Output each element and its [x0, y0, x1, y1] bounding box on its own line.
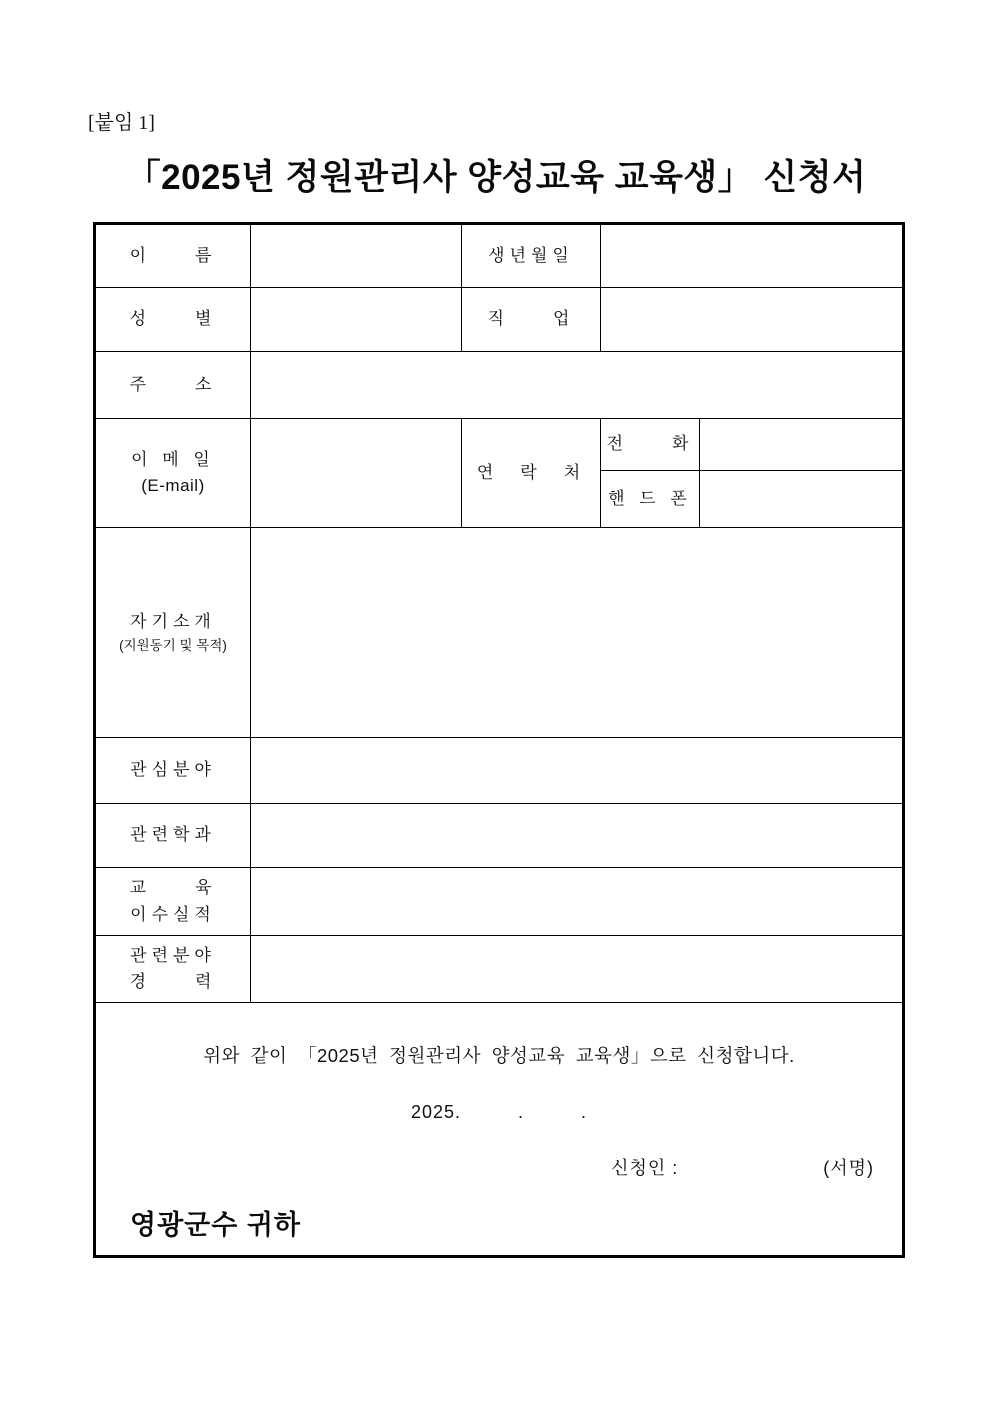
declaration-section [95, 1003, 904, 1257]
email-value-cell[interactable] [251, 419, 462, 528]
gender-label: 성 별 [95, 288, 251, 352]
attachment-label: [붙임 1] [88, 112, 155, 134]
gender-value-cell[interactable] [251, 288, 462, 352]
education-record-label-line1: 교 육 [129, 878, 217, 898]
email-label-en: (E-mail) [141, 476, 205, 495]
table-row [95, 419, 904, 471]
experience-value-cell[interactable] [251, 936, 904, 1003]
email-label [95, 419, 251, 528]
occupation-value-cell[interactable] [601, 288, 904, 352]
declaration-text: 위와 같이 「2025년 정원관리사 양성교육 교육생」으로 신청합니다. [203, 1045, 795, 1067]
education-record-label-line2: 이수실적 [130, 904, 216, 924]
major-value-cell[interactable] [251, 804, 904, 868]
applicant-label: 신청인 : [611, 1157, 679, 1178]
occupation-label: 직 업 [462, 288, 601, 352]
name-value-cell[interactable] [251, 224, 462, 288]
self-intro-sublabel: (지원동기 및 목적) [119, 637, 227, 653]
self-intro-value-cell[interactable] [251, 528, 904, 738]
education-record-label [95, 868, 251, 936]
date-line: 2025. . . [410, 1102, 588, 1123]
page-title: 「2025년 정원관리사 양성교육 교육생」 신청서 [125, 158, 867, 197]
applicant-line [100, 1155, 898, 1183]
mobile-value-cell[interactable] [700, 471, 904, 528]
table-row [95, 868, 904, 936]
birthdate-value-cell[interactable] [601, 224, 904, 288]
application-form-table [93, 222, 905, 1258]
phone-label: 전 화 [601, 419, 700, 471]
table-row [95, 804, 904, 868]
contact-label: 연 락 처 [462, 419, 601, 528]
table-row [95, 288, 904, 352]
interest-value-cell[interactable] [251, 738, 904, 804]
table-row [95, 936, 904, 1003]
table-row [95, 528, 904, 738]
education-record-value-cell[interactable] [251, 868, 904, 936]
email-label-ko: 이 메 일 [131, 449, 215, 469]
address-label: 주 소 [95, 352, 251, 419]
table-row [95, 224, 904, 288]
name-label: 이 름 [95, 224, 251, 288]
table-row [95, 352, 904, 419]
address-value-cell[interactable] [251, 352, 904, 419]
table-row [95, 1003, 904, 1257]
table-row [95, 738, 904, 804]
interest-label: 관심분야 [95, 738, 251, 804]
signature-label: (서명) [823, 1157, 874, 1178]
birthdate-label: 생년월일 [462, 224, 601, 288]
self-intro-label [95, 528, 251, 738]
recipient-line: 영광군수 귀하 [130, 1209, 301, 1240]
mobile-label: 핸 드 폰 [601, 471, 700, 528]
experience-label-line2: 경 력 [129, 972, 217, 991]
experience-label [95, 936, 251, 1003]
experience-label-line1: 관련분야 [130, 945, 216, 965]
self-intro-label-main: 자기소개 [130, 612, 216, 632]
phone-value-cell[interactable] [700, 419, 904, 471]
major-label: 관련학과 [95, 804, 251, 868]
signature-space[interactable] [678, 1158, 823, 1180]
